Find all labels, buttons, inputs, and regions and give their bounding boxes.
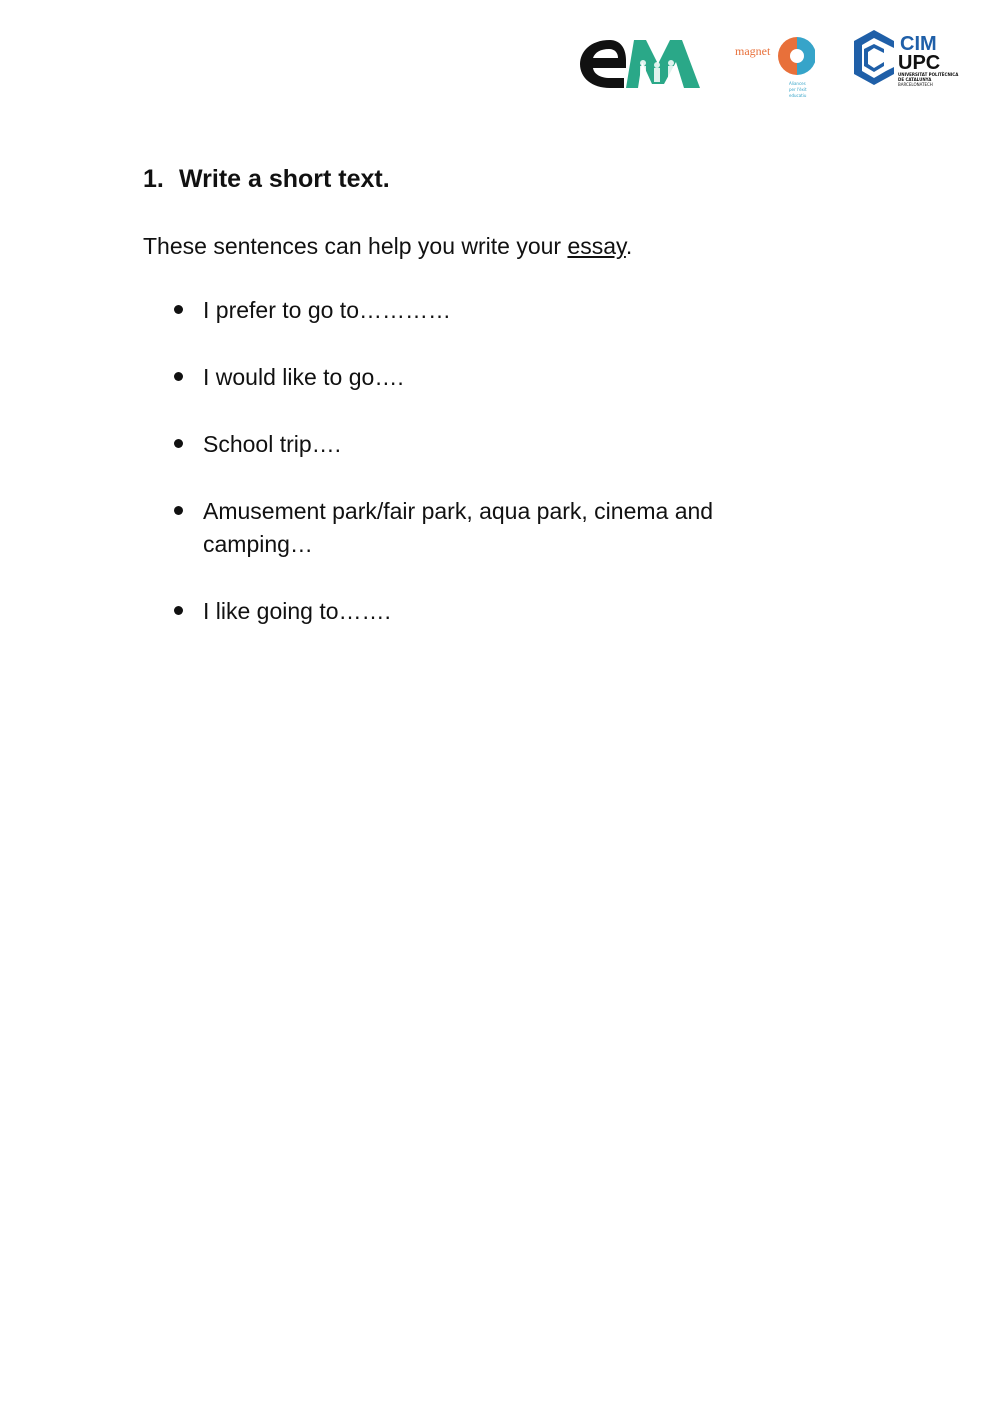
svg-text:Aliances: Aliances [789, 81, 806, 86]
list-item [143, 361, 763, 394]
prompt-text: I like going to……. [203, 598, 391, 624]
magnet-logo [735, 32, 815, 102]
bullet-icon [174, 372, 183, 381]
upc-wordmark: UPC [898, 52, 941, 74]
exercise-heading [143, 160, 843, 198]
cim-upc-logo [850, 28, 960, 94]
intro-punctuation: . [625, 233, 633, 259]
bullet-icon [174, 606, 183, 615]
em-logo [580, 34, 702, 92]
list-item [143, 495, 763, 561]
bullet-icon [174, 305, 183, 314]
list-item [143, 294, 763, 327]
worksheet [143, 160, 843, 662]
prompt-list [143, 294, 843, 628]
prompt-text: Amusement park/fair park, aqua park, cinema and camping… [203, 498, 714, 557]
svg-text:UNIVERSITAT POLITÈCNICA: UNIVERSITAT POLITÈCNICA [898, 72, 959, 77]
intro-text: These sentences can help you write your [143, 233, 568, 259]
cim-wordmark: CIM [900, 33, 937, 55]
bullet-icon [174, 506, 183, 515]
bullet-icon [174, 439, 183, 448]
prompt-text: I would like to go…. [203, 364, 404, 390]
intro-sentence [143, 228, 843, 264]
prompt-text: School trip…. [203, 431, 342, 457]
svg-text:educatiu: educatiu [789, 93, 807, 98]
prompt-text: I prefer to go to………… [203, 297, 451, 323]
list-item [143, 595, 763, 628]
svg-text:DE CATALUNYA: DE CATALUNYA [898, 77, 932, 82]
exercise-title: Write a short text. [179, 165, 390, 193]
magnet-wordmark: magnet [735, 44, 771, 58]
list-item [143, 428, 763, 461]
logo-bar [580, 28, 960, 104]
exercise-number: 1. [143, 165, 164, 193]
intro-underlined-word: essay [567, 233, 626, 259]
svg-text:per l'èxit: per l'èxit [789, 87, 807, 92]
svg-text:BARCELONATECH: BARCELONATECH [898, 82, 933, 87]
